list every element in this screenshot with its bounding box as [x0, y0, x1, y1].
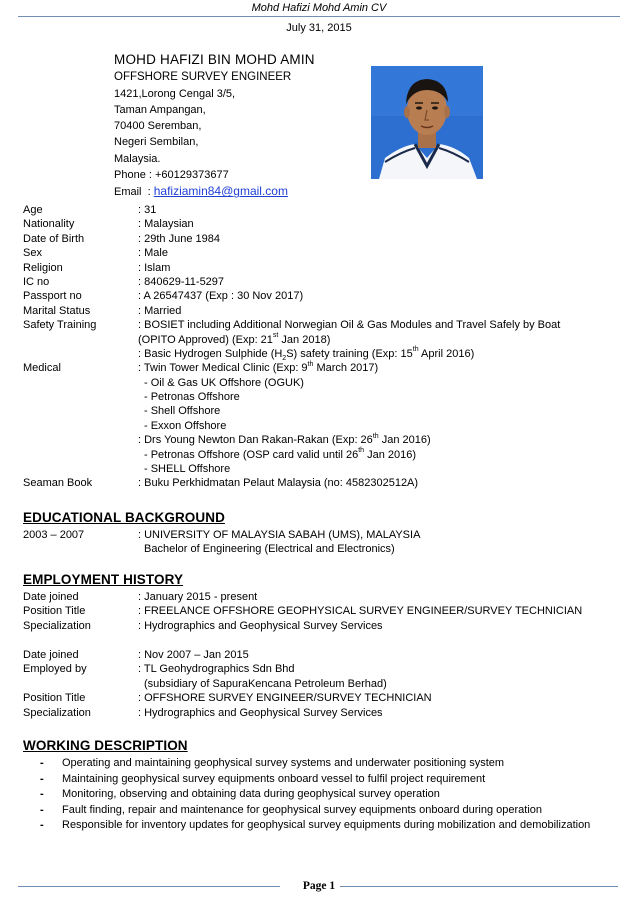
- detail-label: Sex: [23, 247, 42, 260]
- address-line: Negeri Sembilan,: [114, 136, 199, 149]
- detail-value: : Male: [138, 247, 168, 260]
- email-label: Email :: [114, 186, 154, 199]
- detail-value: : Buku Perkhidmatan Pelaut Malaysia (no: 4582302512A): [138, 477, 419, 490]
- detail-label: Position Title: [23, 605, 86, 618]
- text-part: Jan 2016): [378, 434, 431, 447]
- education-institution: : UNIVERSITY OF MALAYSIA SABAH (UMS), MALAYSIA: [138, 529, 421, 541]
- detail-label: Safety Training: [23, 319, 97, 332]
- detail-value: : Nov 2007 – Jan 2015: [138, 649, 249, 661]
- superscript: st: [272, 331, 279, 339]
- detail-label: IC no: [23, 275, 50, 288]
- document-date: July 31, 2015: [286, 22, 352, 34]
- detail-value: : 31: [138, 204, 157, 216]
- address-line: Taman Ampangan,: [114, 103, 206, 116]
- list-item-text: Monitoring, observing and obtaining data during geophysical survey operation: [62, 788, 440, 800]
- phone: Phone : +60129373677: [114, 169, 229, 182]
- superscript: th: [372, 432, 379, 440]
- detail-label: Specialization: [23, 619, 91, 632]
- email-row: [114, 183, 315, 200]
- detail-label: Date joined: [23, 591, 79, 603]
- text-part: S) safety training (Exp: 15: [286, 347, 413, 360]
- address-line: 1421,Lorong Cengal 3/5,: [114, 87, 236, 100]
- detail-label: Passport no: [23, 290, 82, 303]
- text-part: (OPITO Approved) (Exp: 21: [138, 333, 273, 346]
- detail-value: [138, 333, 330, 347]
- subscript: 2: [282, 355, 287, 363]
- medical-item: - Shell Offshore: [144, 405, 221, 418]
- text-part: : Basic Hydrogen Sulphide (H: [138, 347, 283, 360]
- education-degree: Bachelor of Engineering (Electrical and Electronics): [144, 543, 395, 556]
- detail-value: [138, 433, 431, 447]
- detail-value: : 840629-11-5297: [138, 275, 225, 288]
- header-divider: [18, 16, 620, 17]
- detail-value: : A 26547437 (Exp : 30 Nov 2017): [138, 290, 304, 303]
- medical-item: - SHELL Offshore: [144, 463, 231, 476]
- applicant-name: MOHD HAFIZI BIN MOHD AMIN: [114, 52, 315, 67]
- list-item-text: Fault finding, repair and maintenance for geophysical survey equipments onboard during operation: [62, 803, 543, 816]
- list-item-text: Maintaining geophysical survey equipments onboard vessel to fulfil project requirement: [62, 772, 486, 785]
- superscript: th: [358, 446, 365, 454]
- text-part: Jan 2016): [364, 448, 417, 461]
- address-line: 70400 Seremban,: [114, 120, 202, 133]
- detail-value: [138, 347, 474, 361]
- detail-label: Marital Status: [23, 304, 91, 317]
- medical-item: - Petronas Offshore: [144, 391, 240, 404]
- detail-value: : OFFSHORE SURVEY ENGINEER/SURVEY TECHNICIAN: [138, 692, 432, 705]
- detail-label: Age: [23, 204, 43, 216]
- detail-label: Specialization: [23, 706, 91, 719]
- detail-value: : Islam: [138, 261, 171, 274]
- text-part: March 2017): [313, 362, 379, 375]
- detail-label: Position Title: [23, 692, 86, 705]
- email-link[interactable]: hafiziamin84@gmail.com: [153, 184, 288, 199]
- detail-value: : 29th June 1984: [138, 232, 220, 245]
- running-header: Mohd Hafizi Mohd Amin CV: [251, 2, 387, 14]
- text-part: April 2016): [418, 347, 475, 360]
- detail-value: : January 2015 - present: [138, 591, 258, 603]
- education-period: 2003 – 2007: [23, 529, 85, 541]
- text-part: : Twin Tower Medical Clinic (Exp: 9: [138, 362, 308, 375]
- applicant-title: OFFSHORE SURVEY ENGINEER: [114, 71, 292, 84]
- working-heading: WORKING DESCRIPTION: [23, 738, 188, 753]
- detail-label: Seaman Book: [23, 477, 93, 490]
- detail-value: : Hydrographics and Geophysical Survey Services: [138, 706, 383, 719]
- dash-bullet: -: [40, 803, 44, 816]
- portrait-illustration: [371, 66, 483, 179]
- medical-item: [144, 448, 416, 462]
- detail-value: : Malaysian: [138, 218, 194, 231]
- dash-bullet: -: [40, 819, 44, 831]
- detail-label: Date joined: [23, 649, 79, 661]
- dash-bullet: -: [40, 757, 44, 769]
- detail-label: Nationality: [23, 218, 75, 231]
- detail-value: : Married: [138, 304, 182, 317]
- detail-label: Employed by: [23, 663, 87, 676]
- medical-item: - Oil & Gas UK Offshore (OGUK): [144, 376, 304, 389]
- text-part: - Petronas Offshore (OSP card valid until 26: [144, 448, 359, 461]
- page-number: Page 1: [302, 880, 336, 892]
- detail-label: Date of Birth: [23, 232, 85, 245]
- text-part: Jan 2018): [278, 333, 331, 346]
- dash-bullet: -: [40, 772, 44, 785]
- education-heading: EDUCATIONAL BACKGROUND: [23, 510, 225, 525]
- text-part: : Drs Young Newton Dan Rakan-Rakan (Exp: 26: [138, 434, 373, 447]
- detail-value: [138, 361, 378, 375]
- employment-heading: EMPLOYMENT HISTORY: [23, 572, 184, 587]
- superscript: th: [307, 360, 314, 368]
- address-line: Malaysia.: [114, 152, 161, 165]
- contact-block: [114, 52, 315, 201]
- detail-value: (subsidiary of SapuraKencana Petroleum Berhad): [144, 677, 387, 690]
- detail-value: : Hydrographics and Geophysical Survey Services: [138, 619, 383, 632]
- detail-value: : TL Geohydrographics Sdn Bhd: [138, 663, 295, 676]
- detail-value: : FREELANCE OFFSHORE GEOPHYSICAL SURVEY ENGINEER/SURVEY TECHNICIAN: [138, 605, 583, 618]
- list-item-text: Responsible for inventory updates for geophysical survey equipments during mobilization and demobilization: [62, 819, 591, 831]
- list-item-text: Operating and maintaining geophysical survey systems and underwater positioning system: [62, 757, 505, 769]
- medical-item: - Exxon Offshore: [144, 419, 227, 432]
- dash-bullet: -: [40, 788, 44, 800]
- detail-value: : BOSIET including Additional Norwegian Oil & Gas Modules and Travel Safely by Boat: [138, 319, 561, 332]
- profile-photo: [371, 66, 483, 179]
- detail-label: Religion: [23, 261, 63, 274]
- superscript: th: [412, 346, 419, 354]
- detail-label: Medical: [23, 362, 61, 375]
